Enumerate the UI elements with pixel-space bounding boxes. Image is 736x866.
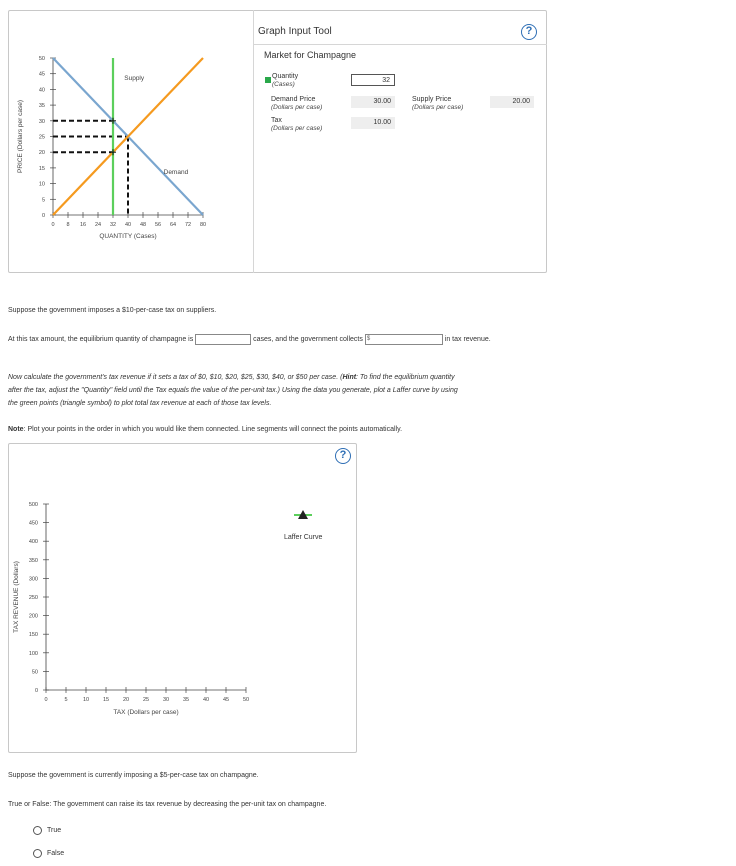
question-text-part3: in tax revenue.: [444, 336, 491, 343]
supply-price-value: 20.00: [490, 96, 534, 108]
y-tick-label: 450: [28, 520, 38, 527]
instructions-line1-cont: : To find the equilibrium quantity: [356, 374, 455, 381]
x-tick-label: 16: [79, 222, 87, 228]
x-tick-label: 72: [184, 222, 192, 228]
x-tick-label: 40: [124, 222, 132, 228]
divider: [253, 44, 547, 45]
question-text-part1: At this tax amount, the equilibrium quantity of champagne is: [8, 336, 194, 343]
laffer-graph[interactable]: [8, 490, 258, 730]
tax-value: 10.00: [351, 117, 395, 129]
y-tick-label: 20: [38, 150, 45, 157]
help-icon-laffer[interactable]: ?: [335, 448, 351, 464]
x-axis-label: QUANTITY (Cases): [99, 233, 157, 240]
y-tick-label: 50: [38, 56, 45, 62]
radio-true[interactable]: [33, 826, 42, 835]
curve-label-demand: Demand: [163, 169, 189, 177]
y-tick-label: 30: [38, 118, 45, 125]
y-tick-label: 400: [28, 539, 38, 546]
equilibrium-question: [8, 333, 491, 346]
laffer-curve-legend-label: Laffer Curve: [284, 534, 323, 541]
option-true-label[interactable]: True: [47, 827, 62, 834]
y-tick-label: 300: [28, 576, 38, 583]
x-tick-label: 0: [44, 697, 48, 703]
x-tick-label: 20: [122, 697, 130, 703]
plot-note: [8, 423, 402, 436]
tax-scenario-text: Suppose the government imposes a $10-per-case tax on suppliers.: [8, 307, 217, 314]
current-tax-text: Suppose the government is currently imposing a $5-per-case tax on champagne.: [8, 772, 259, 779]
help-icon[interactable]: ?: [521, 24, 537, 40]
radio-false[interactable]: [33, 849, 42, 858]
x-tick-label: 10: [82, 697, 90, 703]
y-tick-label: 5: [41, 197, 45, 204]
y-tick-label: 200: [28, 613, 38, 620]
market-title: Market for Champagne: [264, 50, 357, 60]
laffer-curve-tool-icon[interactable]: [292, 508, 314, 522]
quantity-label: Quantity (Cases): [272, 73, 299, 88]
x-tick-label: 0: [51, 222, 55, 228]
y-tick-label: 250: [28, 595, 38, 601]
y-tick-label: 10: [38, 181, 45, 188]
y-tick-label: 35: [38, 103, 45, 110]
y-tick-label: 150: [28, 632, 38, 639]
x-tick-label: 8: [66, 222, 70, 228]
y-tick-label: 350: [28, 557, 38, 564]
x-tick-label: 40: [202, 697, 210, 703]
graph-input-tool-title: Graph Input Tool: [258, 26, 332, 37]
y-tick-label: 500: [28, 502, 38, 508]
quantity-input[interactable]: 32: [351, 74, 395, 86]
tax-label: Tax (Dollars per case): [271, 117, 323, 132]
hint-label: Hint: [342, 374, 357, 381]
curve-label-supply: Supply: [124, 74, 145, 82]
question-text-part2: cases, and the government collects: [253, 336, 363, 343]
y-tick-label: 40: [38, 87, 45, 94]
laffer-instructions: [8, 371, 588, 410]
true-false-question: True or False: The government can raise its tax revenue by decreasing the per-unit tax on champagne.: [8, 801, 327, 808]
x-tick-label: 25: [142, 697, 150, 703]
note-text: : Plot your points in the order in which you would like them connected. Line segments will connect the points automatically.: [23, 426, 403, 433]
x-tick-label: 64: [169, 222, 177, 228]
y-tick-label: 100: [28, 650, 38, 657]
y-tick-label: 15: [38, 165, 45, 172]
y-axis-label: PRICE (Dollars per case): [17, 100, 24, 173]
equilibrium-quantity-input[interactable]: [195, 334, 251, 345]
x-tick-label: 15: [102, 697, 110, 703]
quantity-marker-icon: [265, 77, 271, 83]
x-tick-label: 32: [109, 222, 117, 228]
instructions-line3: the green points (triangle symbol) to plot total tax revenue at each of those tax levels.: [8, 400, 272, 407]
instructions-line2: after the tax, adjust the "Quantity" field until the Tax equals the value of the per-unit tax.) Using the data you generate, plot a Laffer curve by using: [8, 387, 458, 394]
x-axis-label: TAX (Dollars per case): [113, 709, 179, 716]
y-axis-label: TAX REVENUE (Dollars): [13, 561, 20, 633]
instructions-line1: Now calculate the government's tax revenue if it sets a tax of $0, $10, $20, $25, $30, $40, or $50 per case. (: [8, 374, 343, 381]
note-label: Note: [8, 426, 24, 433]
y-tick-label: 45: [38, 71, 45, 78]
demand-price-value: 30.00: [351, 96, 395, 108]
x-tick-label: 35: [182, 697, 190, 703]
x-tick-label: 48: [139, 222, 147, 228]
market-graph[interactable]: [8, 44, 253, 259]
x-tick-label: 56: [154, 222, 162, 228]
y-tick-label: 50: [31, 669, 38, 676]
x-tick-label: 80: [199, 222, 207, 228]
y-tick-label: 0: [34, 688, 38, 694]
x-tick-label: 24: [94, 222, 102, 228]
x-tick-label: 50: [242, 697, 250, 703]
x-tick-label: 30: [162, 697, 170, 703]
x-tick-label: 45: [222, 697, 230, 703]
demand-price-label: Demand Price (Dollars per case): [271, 96, 323, 111]
option-false-label[interactable]: False: [47, 850, 65, 857]
tax-revenue-input[interactable]: $: [365, 334, 443, 345]
y-tick-label: 25: [38, 134, 45, 141]
x-tick-label: 5: [64, 697, 68, 703]
y-tick-label: 0: [41, 213, 45, 219]
supply-price-label: Supply Price (Dollars per case): [412, 96, 464, 111]
